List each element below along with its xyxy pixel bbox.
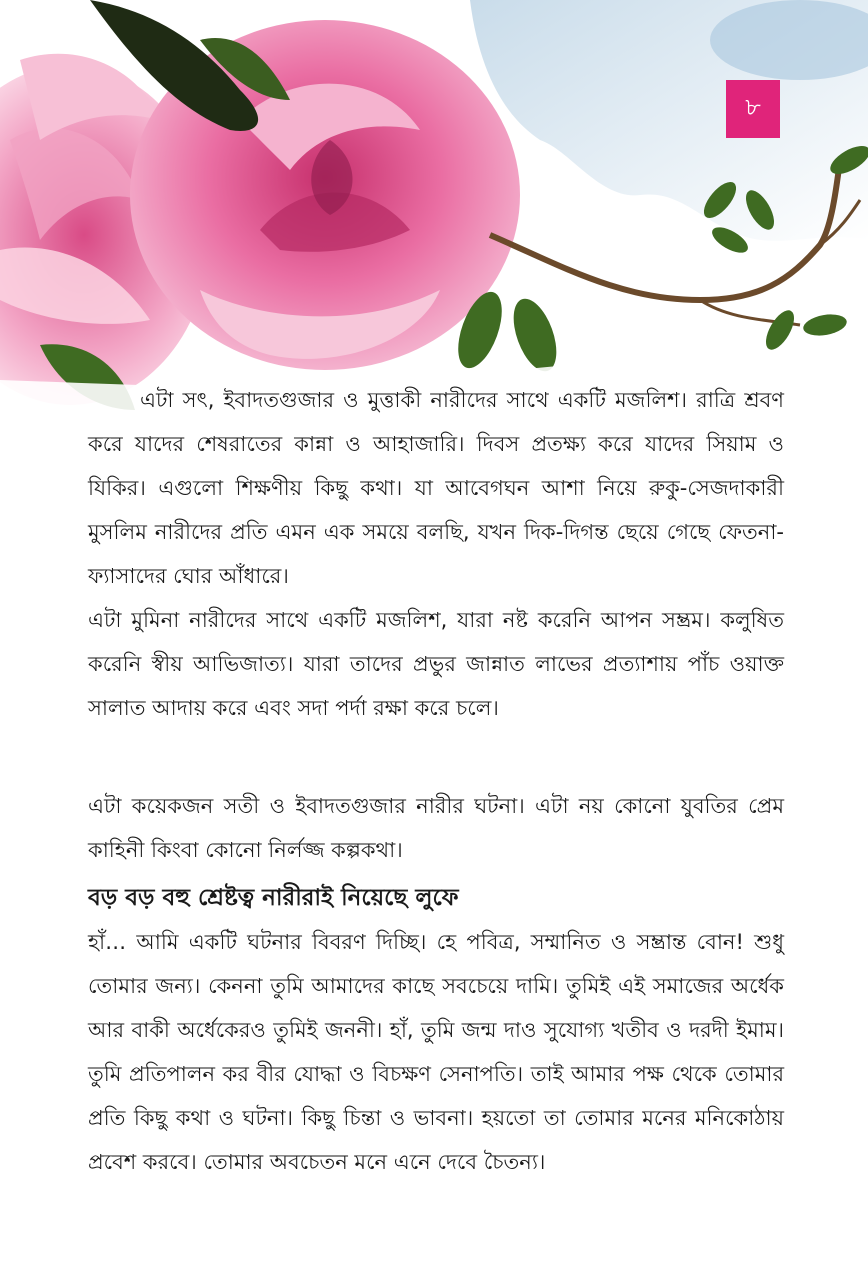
paragraph-2-block xyxy=(88,598,784,730)
page-number-badge: ৮ xyxy=(726,80,780,138)
paragraph-3-block xyxy=(88,784,784,872)
paragraph-4-block xyxy=(88,920,784,1184)
paragraph-1: এটা সৎ, ইবাদতগুজার ও মুত্তাকী নারীদের সাথে একটি মজলিশ। রাত্রি শ্রবণ করে যাদের শেষরাতের কান্না ও আহাজারি। দিবস প্রতক্ষ্য করে যাদের সিয়াম ও যিকির। এগুলো শিক্ষণীয় কিছু কথা। যা আবেগঘন আশা নিয়ে রুকু-সেজদাকারী মুসলিম নারীদের প্রতি এমন এক সময়ে বলছি, যখন দিক-দিগন্ত ছেয়ে গেছে ফেতনা-ফ্যাসাদের ঘোর আঁধারে। xyxy=(88,388,784,588)
paragraph-3: এটা কয়েকজন সতী ও ইবাদতগুজার নারীর ঘটনা। এটা নয় কোনো যুবতির প্রেম কাহিনী কিংবা কোনো নির্লজ্জ কল্পকথা। xyxy=(88,794,784,862)
paragraph-4: হাঁ… আমি একটি ঘটনার বিবরণ দিচ্ছি। হে পবিত্র, সম্মানিত ও সম্ভ্রান্ত বোন! শুধু তোমার জন্য। কেননা তুমি আমাদের কাছে সবচেয়ে দামি। তুমিই এই সমাজের অর্ধেক আর বাকী অর্ধেকেরও তুমিই জননী। হাঁ, তুমি জন্ম দাও সুযোগ্য খতীব ও দরদী ইমাম। তুমি প্রতিপালন কর বীর যোদ্ধা ও বিচক্ষণ সেনাপতি। তাই আমার পক্ষ থেকে তোমার প্রতি কিছু কথা ও ঘটনা। কিছু চিন্তা ও ভাবনা। হয়তো তা তোমার মনের মনিকোঠায় প্রবেশ করবে। তোমার অবচেতন মনে এনে দেবে চৈতন্য। xyxy=(88,930,784,1174)
section-heading: বড় বড় বহু শ্রেষ্টত্ব নারীরাই নিয়েছে লুফে xyxy=(88,885,459,911)
paragraph-2: এটা মুমিনা নারীদের সাথে একটি মজলিশ, যারা নষ্ট করেনি আপন সম্ভ্রম। কলুষিত করেনি স্বীয় আভিজাত্য। যারা তাদের প্রভুর জান্নাত লাভের প্রত্যাশায় পাঁচ ওয়াক্ত সালাত আদায় করে এবং সদা পর্দা রক্ষা করে চলে। xyxy=(88,608,784,720)
paragraph-1-block xyxy=(88,378,784,598)
